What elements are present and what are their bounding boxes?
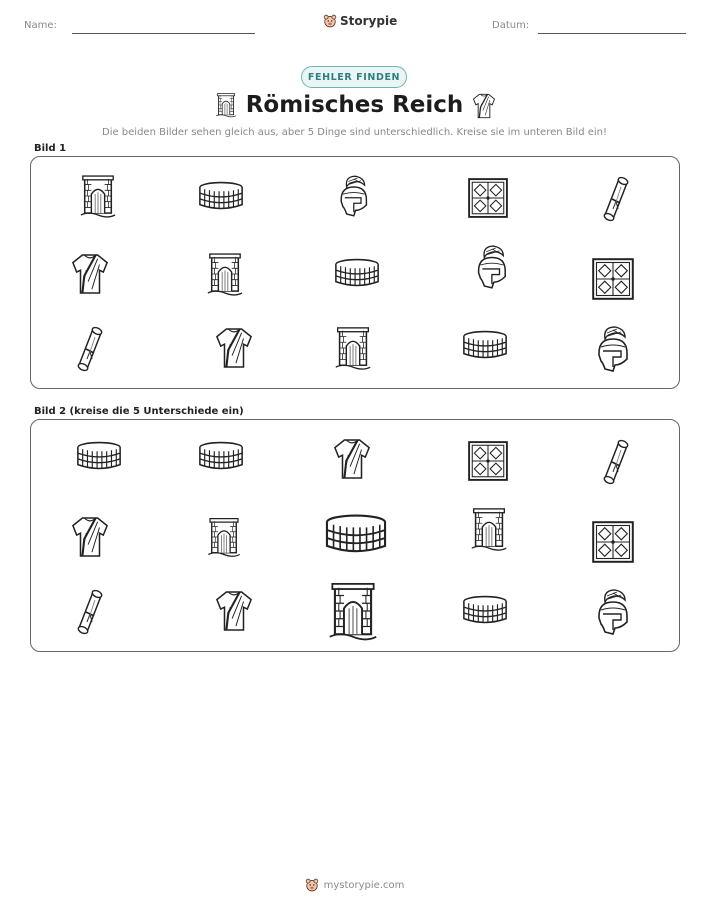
picture1-label: Bild 1 <box>34 143 67 154</box>
colosseum-icon[interactable] <box>197 440 245 472</box>
scroll-icon <box>601 175 631 223</box>
toga-icon <box>472 92 496 120</box>
aqueduct-icon[interactable] <box>469 506 509 552</box>
helmet-icon <box>471 243 509 291</box>
toga-icon <box>71 251 109 297</box>
helmet-icon <box>591 325 631 373</box>
colosseum-icon[interactable] <box>461 594 509 626</box>
toga-icon <box>215 325 253 371</box>
toga-icon[interactable] <box>71 514 109 560</box>
page-title: Römisches Reich <box>245 92 464 118</box>
storypie-mascot-icon <box>323 14 337 28</box>
picture2-panel[interactable] <box>30 419 680 652</box>
aqueduct-icon[interactable] <box>323 580 383 642</box>
picture1-panel <box>30 156 680 389</box>
brand-name: Storypie <box>340 14 398 28</box>
mosaic-icon[interactable] <box>467 440 509 482</box>
brand <box>323 14 397 28</box>
storypie-mascot-icon <box>305 878 319 892</box>
colosseum-icon <box>333 257 381 289</box>
colosseum-icon <box>461 329 509 361</box>
scroll-icon[interactable] <box>75 588 105 636</box>
instructions: Die beiden Bilder sehen gleich aus, aber 5 Dinge sind unterschiedlich. Kreise sie im unteren Bild ein! <box>102 127 607 138</box>
aqueduct-icon[interactable] <box>206 516 242 558</box>
mosaic-icon <box>467 177 509 219</box>
date-label: Datum: <box>492 20 530 31</box>
mosaic-icon <box>591 257 635 301</box>
name-label: Name: <box>24 20 57 31</box>
helmet-icon <box>334 173 370 219</box>
colosseum-icon <box>197 180 245 212</box>
footer <box>0 878 709 892</box>
colosseum-icon[interactable] <box>323 512 389 556</box>
date-line[interactable] <box>538 33 686 34</box>
scroll-icon <box>75 325 105 373</box>
picture2-label: Bild 2 (kreise die 5 Unterschiede ein) <box>34 406 244 417</box>
footer-url[interactable]: mystorypie.com <box>323 879 405 891</box>
worksheet-type-badge: FEHLER FINDEN <box>301 66 407 88</box>
toga-icon[interactable] <box>333 436 371 482</box>
mosaic-icon[interactable] <box>591 520 635 564</box>
scroll-icon[interactable] <box>601 438 631 486</box>
aqueduct-icon <box>333 325 373 371</box>
colosseum-icon[interactable] <box>75 440 123 472</box>
helmet-icon[interactable] <box>591 588 631 636</box>
aqueduct-icon <box>206 251 244 297</box>
toga-icon[interactable] <box>215 588 253 634</box>
aqueduct-icon <box>79 173 117 219</box>
name-line[interactable] <box>72 33 255 34</box>
